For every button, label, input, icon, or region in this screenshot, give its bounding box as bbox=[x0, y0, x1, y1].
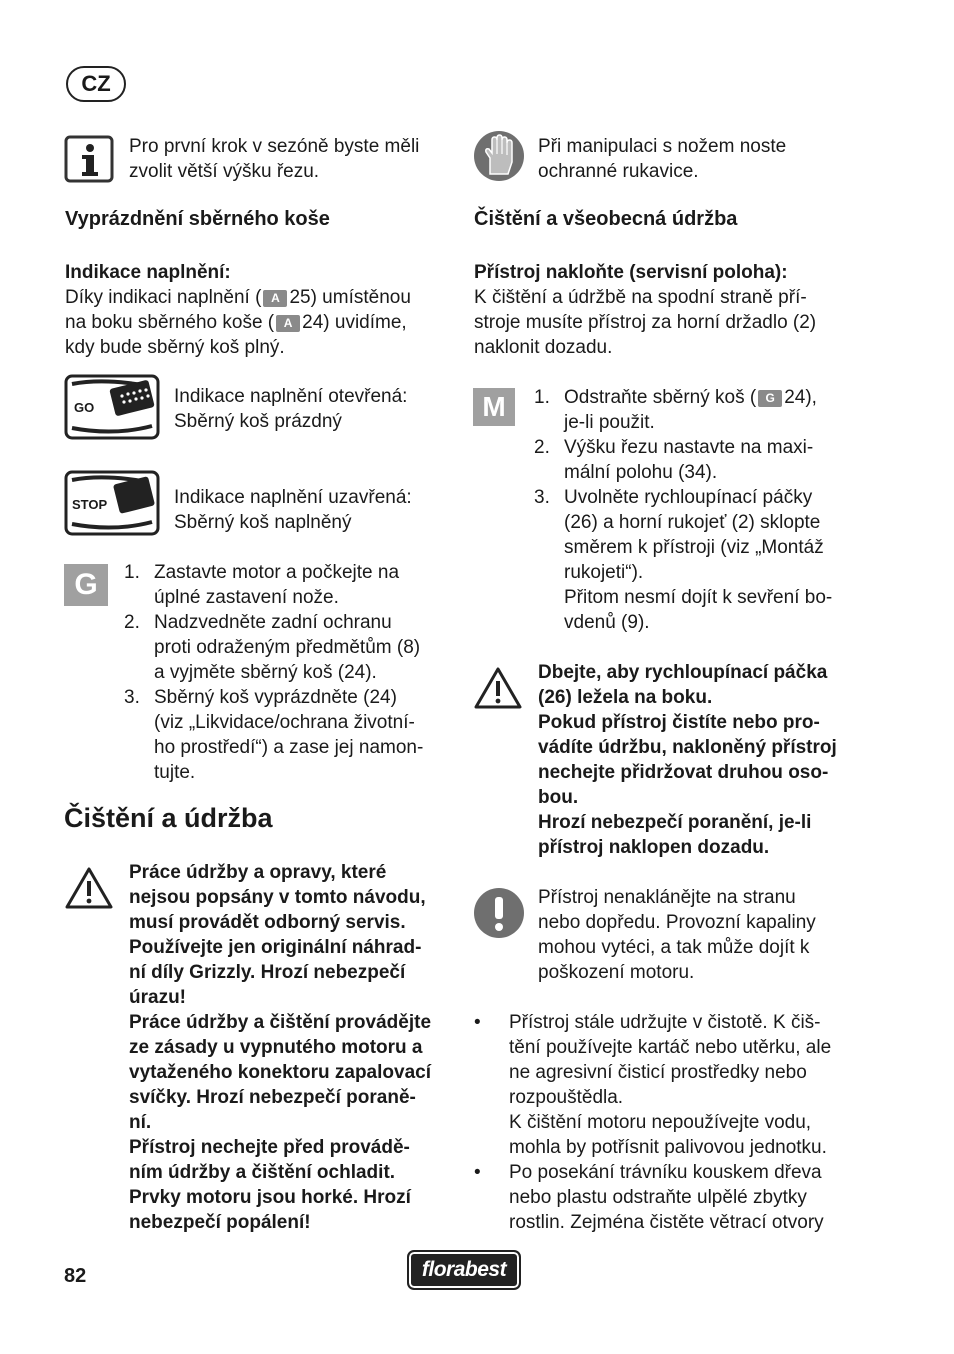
section-title-empty-basket: Vyprázdnění sběrného koše bbox=[65, 208, 330, 230]
list-item: • Přístroj stále udržujte v čistotě. K čiš- tění používejte kartáč nebo utěrku, ale ne agresivní čisticí prostředky nebo rozpouštědla. K čištění motoru nepoužívejte vodu, mohla by potřísnit palivovou jednotku. bbox=[474, 1012, 832, 1158]
brand-name: florabest bbox=[421, 1258, 507, 1281]
info-note: Pro první krok v sezóně byste měli zvolit větší výšku řezu. bbox=[129, 136, 420, 182]
list-item: 1. Odstraňte sběrný koš ( G 24), je-li použit. bbox=[534, 387, 817, 433]
warning-icon bbox=[64, 866, 114, 915]
list-item: • Po posekání trávníku kouskem dřeva nebo plastu odstraňte ulpělé zbytky rostlin. Zejména čistěte větrací otvory bbox=[474, 1162, 824, 1233]
figure-m-badge: M bbox=[473, 388, 515, 426]
figure-ref-chip: G bbox=[758, 390, 782, 407]
stop-label: STOP bbox=[72, 497, 108, 512]
language-code: CZ bbox=[81, 71, 111, 96]
empty-basket-steps bbox=[124, 560, 423, 785]
indicator-open-text: Indikace naplnění otevřená: Sběrný koš prázdný bbox=[174, 386, 408, 432]
indicator-go-illustration bbox=[64, 374, 160, 445]
list-item: 2. Nadzvedněte zadní ochranu proti odraženým předmětům (8) a vyjměte sběrný koš (24). bbox=[124, 612, 421, 683]
fill-indicator-paragraph: Indikace naplnění: Díky indikaci naplnění ( A 25) umístěnou na boku sběrného koše ( A 24) uvidíme, kdy bude sběrný koš plný. bbox=[65, 262, 411, 358]
exclamation-icon bbox=[472, 886, 526, 945]
maintenance-warning: Práce údržby a opravy, které nejsou popsány v tomto návodu, musí provádět odborný servis. Používejte jen originální náhrad- ní díly Grizzly. Hrozí nebezpečí úrazu! Práce údržby a čištění provádějte ze zásady u vypnutého motoru a vytaženého konektoru zapalovací svíčky. Hrozí nebezpečí poraně- ní. Přístroj nechejte před provádě- ním údržby a čištění ochladit. Prvky motoru jsou horké. Hrozí nebezpečí popálení! bbox=[129, 862, 432, 1233]
main-section-title: Čištění a údržba bbox=[64, 803, 273, 833]
figure-ref-chip: A bbox=[263, 290, 287, 307]
page-number: 82 bbox=[64, 1265, 87, 1287]
tilt-warning: Dbejte, aby rychloupínací páčka (26) ležela na boku. Pokud přístroj čistíte nebo pro- vádíte údržbu, nakloněný přístroj nechejte přidržovat druhou oso- bou. Hrozí nebezpečí poranění, je-li přístroj naklopen dozadu. bbox=[538, 662, 837, 858]
figure-g-badge: G bbox=[64, 564, 108, 606]
tilt-paragraph: Přístroj nakloňte (servisní poloha): K čištění a údržbě na spodní straně pří- stroje musíte přístroj za horní držadlo (2) naklonit dozadu. bbox=[474, 262, 817, 358]
language-badge bbox=[66, 66, 126, 102]
indicator-stop-illustration bbox=[64, 470, 160, 541]
list-item: 1. Zastavte motor a počkejte na úplné zastavení nože. bbox=[124, 562, 400, 608]
list-item: 3. Sběrný koš vyprázdněte (24) (viz „Likvidace/ochrana životní- ho prostředí“) a zase jej namon- tujte. bbox=[124, 687, 424, 783]
brand-logo bbox=[407, 1250, 521, 1290]
list-item: 3. Uvolněte rychloupínací páčky (26) a horní rukojeť (2) sklopte směrem k přístroji (viz „Montáž rukojeti“). Přitom nesmí dojít k sevření bo- vdenů (9). bbox=[534, 487, 833, 633]
tilt-note: Přístroj nenaklánějte na stranu nebo dopředu. Provozní kapaliny mohou vytéci, a tak může dojít k poškození motoru. bbox=[538, 887, 816, 983]
section-title-cleaning: Čištění a všeobecná údržba bbox=[474, 208, 738, 230]
cleaning-bullets bbox=[474, 1010, 831, 1235]
list-item: 2. Výšku řezu nastavte na maxi- mální polohu (34). bbox=[534, 437, 814, 483]
glove-note: Při manipulaci s nožem noste ochranné rukavice. bbox=[538, 136, 787, 182]
figure-ref-chip: A bbox=[276, 315, 300, 332]
go-label: GO bbox=[74, 400, 95, 415]
tilt-steps bbox=[534, 385, 832, 635]
warning-icon bbox=[473, 666, 523, 715]
info-icon bbox=[64, 135, 114, 188]
glove-icon bbox=[472, 128, 526, 189]
indicator-closed-text: Indikace naplnění uzavřená: Sběrný koš naplněný bbox=[174, 487, 412, 533]
